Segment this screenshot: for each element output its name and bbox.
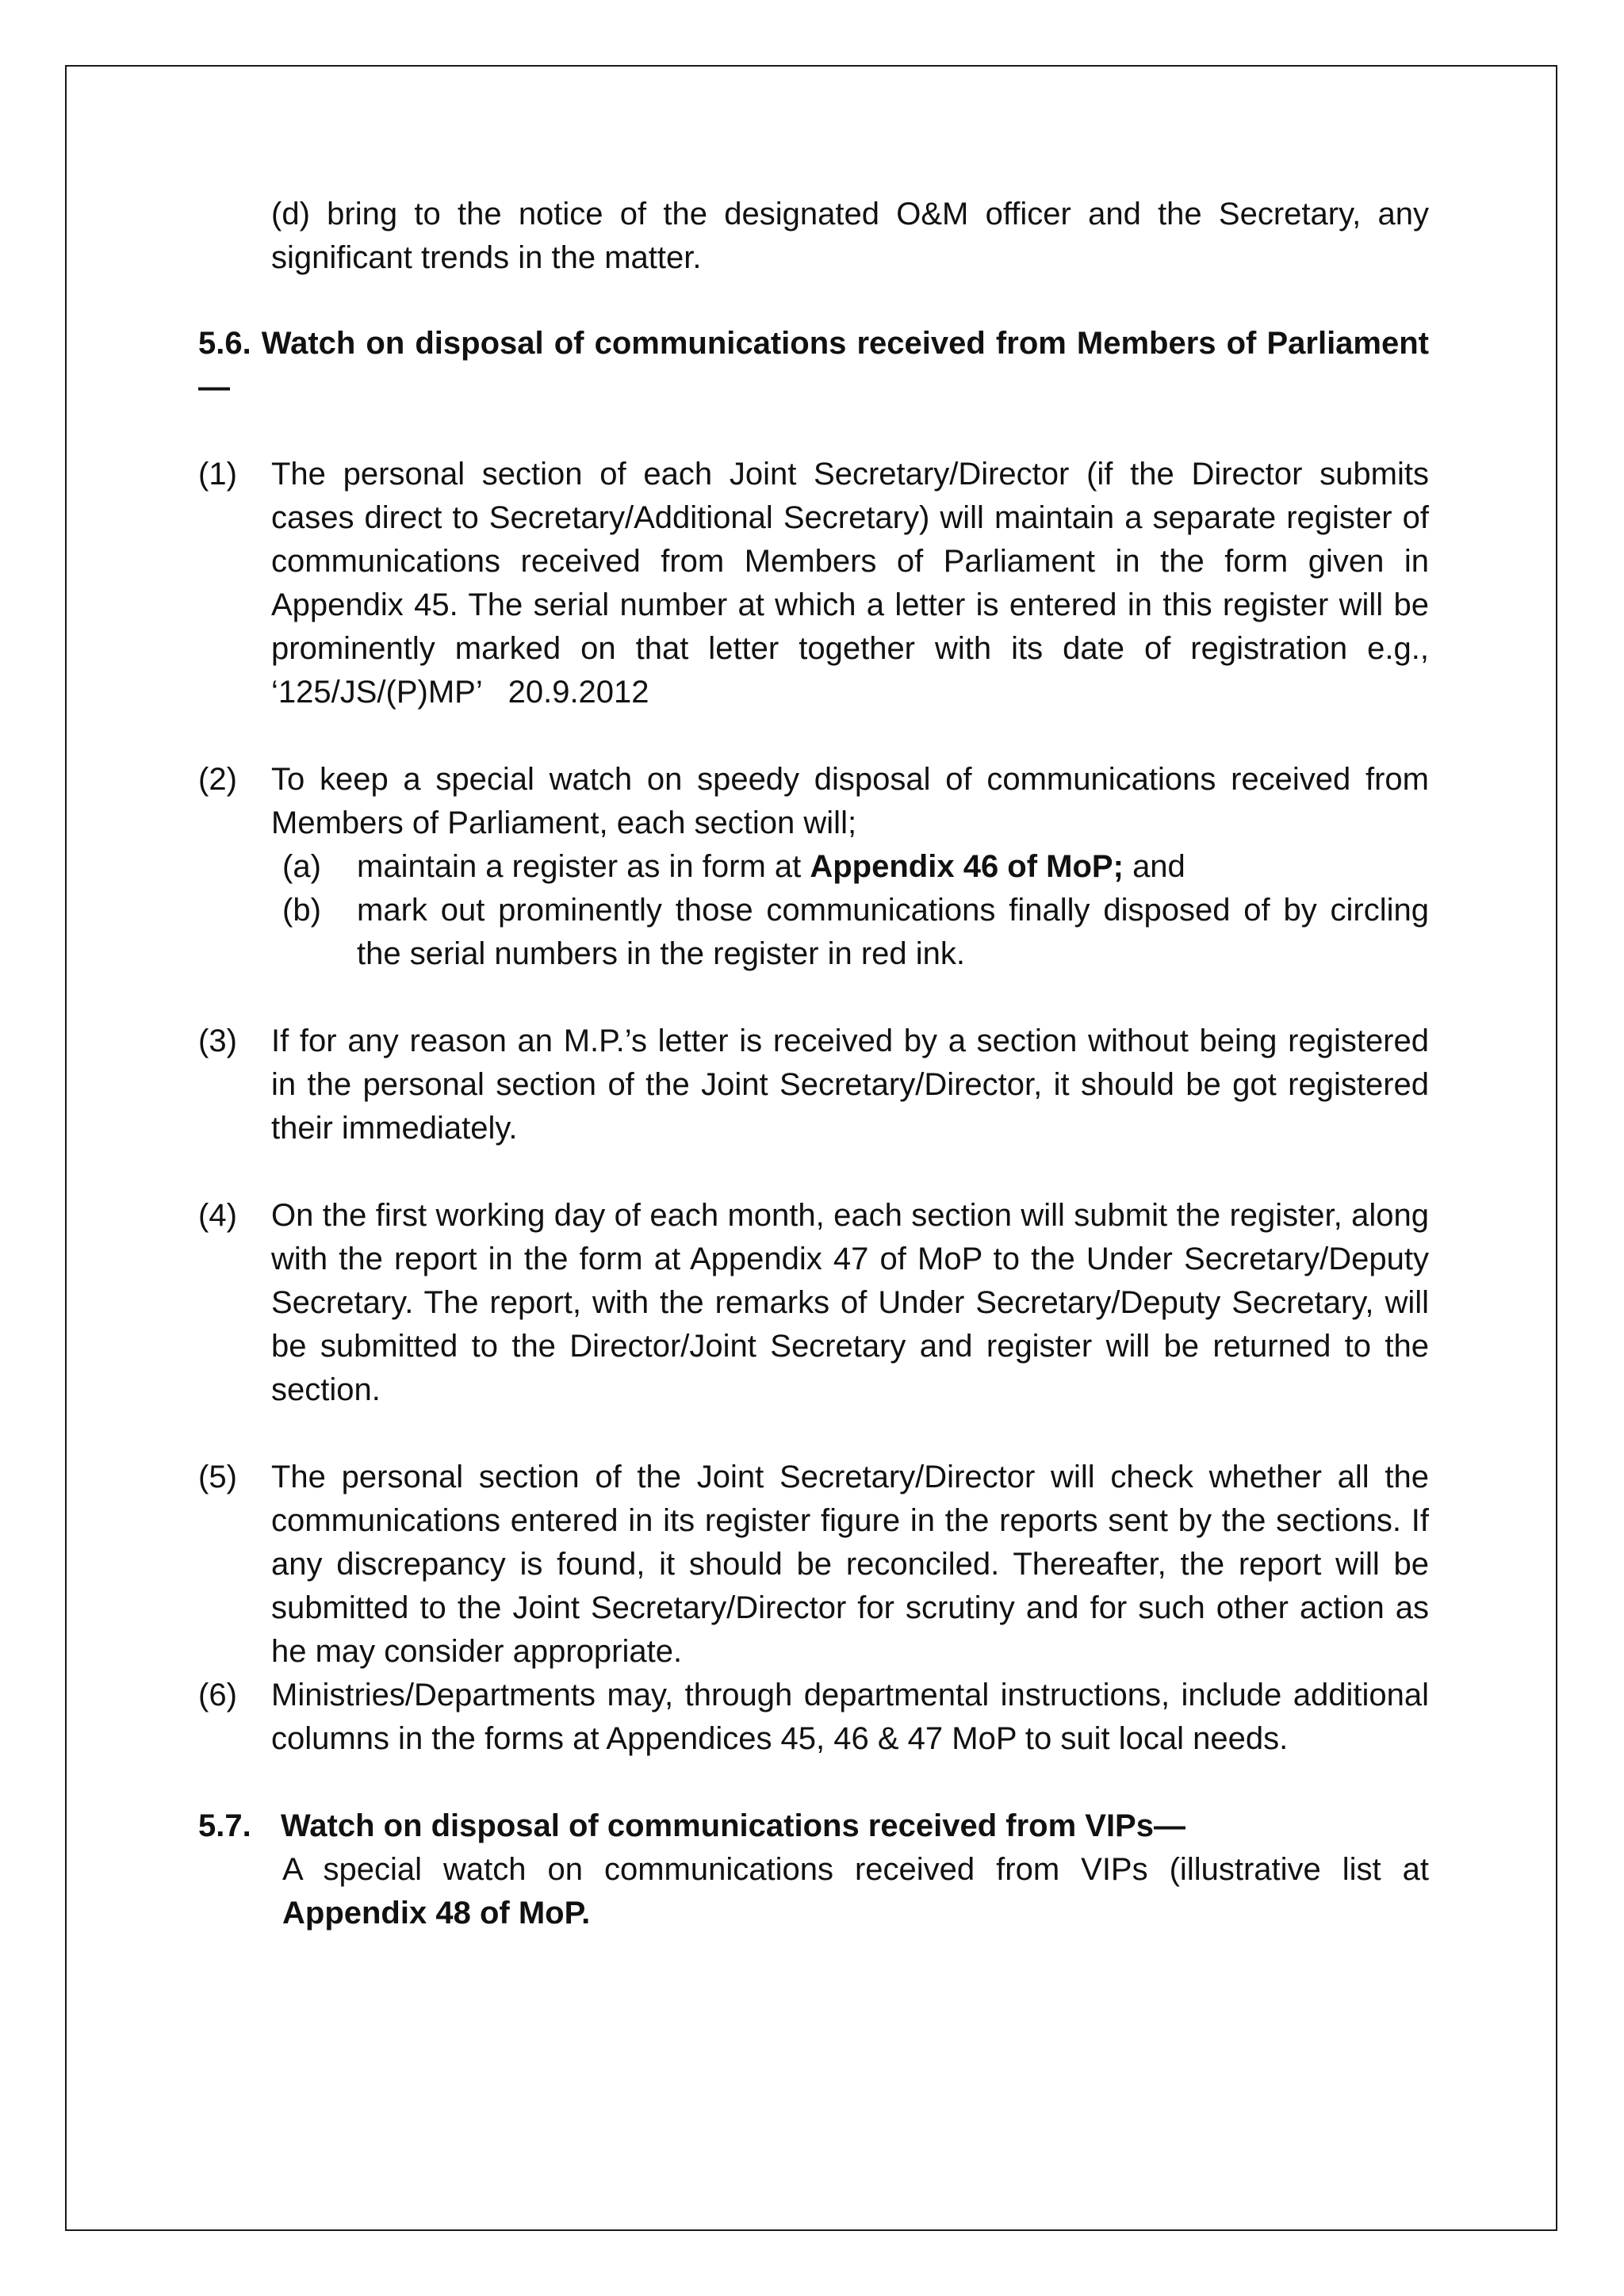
section-title: Watch on disposal of communications received from VIPs— <box>281 1808 1185 1843</box>
appendix-reference: Appendix 46 of MoP; <box>810 849 1124 884</box>
section-5-6-heading: 5.6. Watch on disposal of communications received from Members of Parliament— <box>198 326 1429 404</box>
list-item-6 <box>198 1674 1429 1761</box>
list-item-4 <box>198 1194 1429 1412</box>
sub-item-b <box>282 889 1429 976</box>
item-text: The personal section of each Joint Secretary/Director (if the Director submits cases direct to Secretary/Additional Secretary) will maintain a separate register of communications received from Members of Parliament in the form given in Appendix 45. The serial number at which a letter is entered in this register will be prominently marked on that letter together with its date of registration e.g., ‘125/JS/(P)MP’ 20.9.2012 <box>271 457 1429 710</box>
item-text: To keep a special watch on speedy disposal of communications received from Members of Parliament, each section will; <box>271 762 1429 840</box>
item-number: (3) <box>198 1024 237 1058</box>
item-number: (1) <box>198 457 237 492</box>
sub-item-text: mark out prominently those communications finally disposed of by circling the serial numbers in the register in red ink. <box>357 893 1429 971</box>
sub-item-text: maintain a register as in form at <box>357 849 802 884</box>
item-number: (4) <box>198 1198 237 1233</box>
sub-item-a <box>282 845 1429 889</box>
item-text: The personal section of the Joint Secretary/Director will check whether all the communications entered in its register figure in the reports sent by the sections. If any discrepancy is found, it should be reconciled. Thereafter, the report will be submitted to the Joint Secretary/Director for scrutiny and for such other action as he may consider appropriate. <box>271 1460 1429 1669</box>
intro-paragraph: (d) bring to the notice of the designated O&M officer and the Secretary, any significant trends in the matter. <box>271 197 1429 275</box>
section-5-7-paragraph <box>282 1848 1429 1935</box>
section-5-7-heading <box>198 1804 1429 1848</box>
item-text: On the first working day of each month, each section will submit the register, along with the report in the form at Appendix 47 of MoP to the Under Secretary/Deputy Secretary. The report, with the remarks of Under Secretary/Deputy Secretary, will be submitted to the Director/Joint Secretary and register will be returned to the section. <box>271 1198 1429 1407</box>
document-body <box>198 193 1429 1935</box>
sub-item-text-tail: and <box>1132 849 1185 884</box>
section-5-7-text: A special watch on communications received from VIPs (illustrative list at <box>282 1852 1429 1887</box>
section-number: 5.7. <box>198 1808 251 1843</box>
sub-item-number: (b) <box>282 893 321 928</box>
list-item-3 <box>198 1020 1429 1150</box>
item-number: (6) <box>198 1678 237 1712</box>
sub-item-number: (a) <box>282 849 321 884</box>
item-text: Ministries/Departments may, through departmental instructions, include additional columns in the forms at Appendices 45, 46 & 47 MoP to suit local needs. <box>271 1678 1429 1756</box>
appendix-reference: Appendix 48 of MoP. <box>282 1896 591 1931</box>
list-item-1 <box>198 453 1429 714</box>
item-text: If for any reason an M.P.’s letter is received by a section without being registered in the personal section of the Joint Secretary/Director, it should be got registered their immediately. <box>271 1024 1429 1146</box>
item-number: (2) <box>198 762 237 797</box>
list-item-5 <box>198 1456 1429 1674</box>
item-number: (5) <box>198 1460 237 1494</box>
list-item-2 <box>198 758 1429 845</box>
